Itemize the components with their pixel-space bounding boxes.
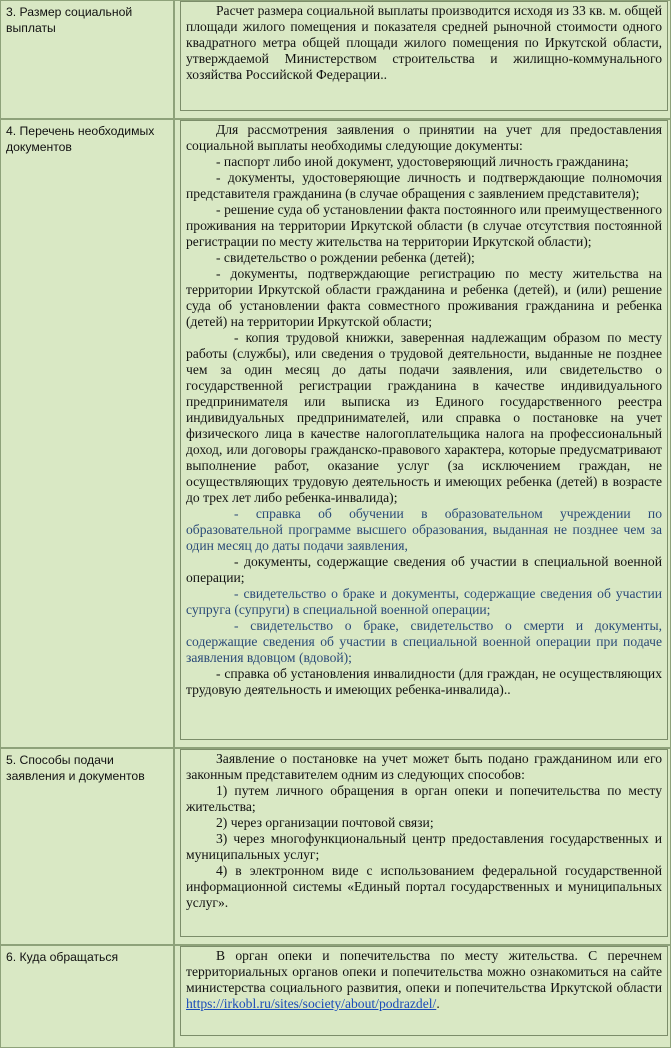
row-content xyxy=(174,748,671,945)
list-item: - документы, удостоверяющие личность и подтверждающие полномочия представителя гражданина (в случае обращения с заявлением представителя); xyxy=(186,170,662,201)
content-box xyxy=(180,946,668,1036)
list-item: - копия трудовой книжки, заверенная надлежащим образом по месту работы (службы), или сведения о трудовой деятельности, выданные не позднее чем за один месяц до даты подачи заявления, или свидетельство о государственной регистрации гражданина в качестве индивидуального предпринимателя или выписка из Единого государственного реестра индивидуальных предпринимателей, или справка о постановке на учет физического лица в качестве налогоплательщика налога на профессиональный доход, или договоры гражданско-правового характера, которые предусматривают выполнение работ, оказание услуг (за исключением граждан, не осуществляющих трудовую деятельность и имеющих ребенка (детей) в возрасте до трех лет либо ребенка-инвалида); xyxy=(186,330,662,505)
row-documents xyxy=(0,119,671,748)
row-where-to-apply xyxy=(0,945,671,1048)
paragraph: Расчет размера социальной выплаты производится исходя из 33 кв. м. общей площади жилого помещения и показателя средней рыночной стоимости одного квадратного метра общей площади жилого помещения по Иркутской области, утверждаемой Министерством строительства и жилищно-коммунального хозяйства Российской Федерации.. xyxy=(186,3,662,82)
row-label: 5. Способы подачи заявления и документов xyxy=(0,748,174,945)
paragraph-end: . xyxy=(436,996,440,1011)
list-item: 2) через организации почтовой связи; xyxy=(216,815,434,830)
list-item: - документы, подтверждающие регистрацию по месту жительства на территории Иркутской области гражданина и ребенка (детей), и (или) решение суда об установлении факта совместного проживания гражданина и ребенка (детей) на территории Иркутской области; xyxy=(186,266,662,329)
list-item: - свидетельство о браке и документы, содержащие сведения об участии супруга (супруги) в специальной военной операции; xyxy=(186,586,662,617)
row-content xyxy=(174,119,671,748)
row-label: 4. Перечень необходимых документов xyxy=(0,119,174,748)
list-item: - документы, содержащие сведения об участии в специальной военной операции; xyxy=(186,554,662,585)
paragraph xyxy=(186,948,662,1012)
list-item: - свидетельство о браке, свидетельство о смерти и документы, содержащие сведения об участии в специальной военной операции при подаче заявления вдовцом (вдовой); xyxy=(186,618,662,665)
paragraph-intro: Для рассмотрения заявления о принятии на учет для предоставления социальной выплаты необходимы следующие документы: xyxy=(186,122,662,153)
paragraph-text: В орган опеки и попечительства по месту жительства. С перечнем территориальных органов опеки и попечительства можно ознакомиться на сайте министерства социального развития, опеки и попечительства Иркутской области xyxy=(186,948,662,995)
list-item: - решение суда об установлении факта постоянного или преимущественного проживания на территории Иркутской области (в случае отсутствия постоянной регистрации по месту жительства на территории Иркутской области); xyxy=(186,202,662,249)
row-label: 6. Куда обращаться xyxy=(0,945,174,1048)
list-item: 1) путем личного обращения в орган опеки и попечительства по месту жительства; xyxy=(186,783,662,814)
row-content xyxy=(174,945,671,1048)
content-box xyxy=(180,1,668,111)
list-item: - свидетельство о рождении ребенка (детей); xyxy=(216,250,475,265)
list-item: 4) в электронном виде с использованием федеральной государственной информационной системы «Единый портал государственных и муниципальных услуг». xyxy=(186,863,662,910)
list-item: 3) через многофункциональный центр предоставления государственных и муниципальных услуг; xyxy=(186,831,662,862)
list-item: - справка об установления инвалидности (для граждан, не осуществляющих трудовую деятельность и имеющих ребенка-инвалида).. xyxy=(186,666,662,697)
row-label: 3. Размер социальной выплаты xyxy=(0,0,174,119)
content-box xyxy=(180,749,668,937)
list-item: - справка об обучении в образовательном учреждении по образовательной программе высшего образования, выданная не позднее чем за один месяц до даты подачи заявления, xyxy=(186,506,662,553)
content-box xyxy=(180,120,668,740)
row-submission-methods xyxy=(0,748,671,945)
row-content xyxy=(174,0,671,119)
list-item: - паспорт либо иной документ, удостоверяющий личность гражданина; xyxy=(216,154,629,169)
paragraph-intro: Заявление о постановке на учет может быть подано гражданином или его законным представителем одним из следующих способов: xyxy=(186,751,662,782)
row-payment-size xyxy=(0,0,671,119)
ministry-link[interactable]: https://irkobl.ru/sites/society/about/podrazdel/ xyxy=(186,996,437,1011)
